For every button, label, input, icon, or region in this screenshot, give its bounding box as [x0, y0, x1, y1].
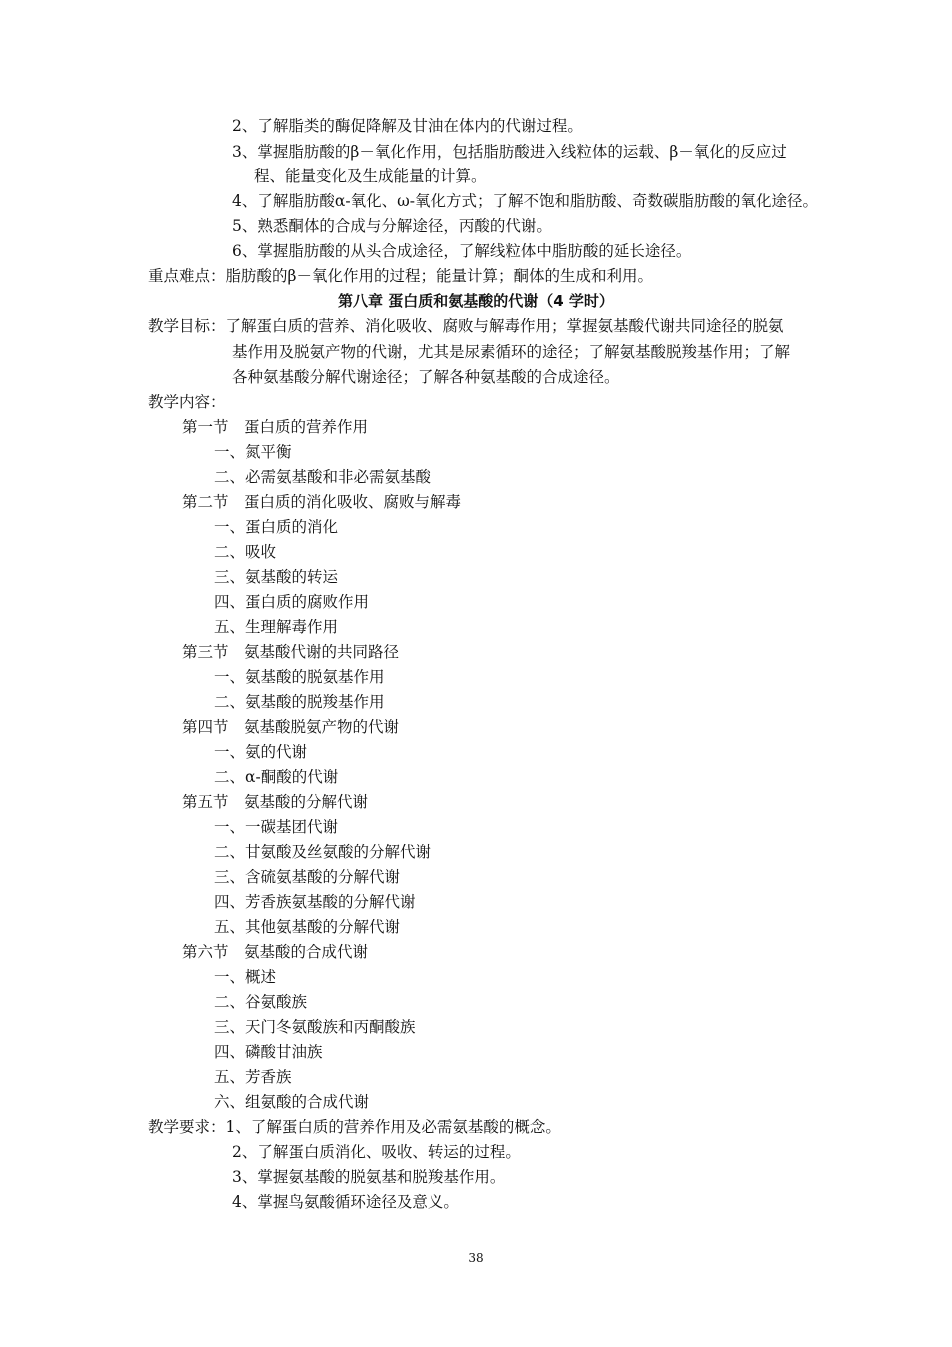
section-heading: 第四节 氨基酸脱氨产物的代谢 [182, 718, 400, 736]
outline-item: 四、磷酸甘油族 [214, 1043, 323, 1061]
section-heading: 第二节 蛋白质的消化吸收、腐败与解毒 [182, 493, 462, 511]
requirements-line: 2、了解蛋白质消化、吸收、转运的过程。 [232, 1143, 521, 1161]
content-label: 教学内容： [148, 393, 226, 411]
section-heading: 第五节 氨基酸的分解代谢 [182, 793, 369, 811]
goal-line: 4、了解脂肪酸α-氧化、ω-氧化方式；了解不饱和脂肪酸、奇数碳脂肪酸的氧化途径。 [232, 192, 818, 210]
outline-item: 五、生理解毒作用 [214, 618, 339, 636]
outline-item: 三、氨基酸的转运 [214, 568, 339, 586]
outline-item: 一、蛋白质的消化 [214, 518, 339, 536]
outline-item: 五、其他氨基酸的分解代谢 [214, 918, 401, 936]
chapter-title: 第八章 蛋白质和氨基酸的代谢（4 学时） [338, 292, 614, 310]
requirements-line: 4、掌握鸟氨酸循环途径及意义。 [232, 1193, 459, 1211]
outline-item: 一、概述 [214, 968, 277, 986]
outline-item: 一、氨的代谢 [214, 743, 308, 761]
outline-item: 二、吸收 [214, 543, 277, 561]
outline-item: 五、芳香族 [214, 1068, 292, 1086]
section-heading: 第一节 蛋白质的营养作用 [182, 418, 369, 436]
outline-item: 一、氨基酸的脱氨基作用 [214, 668, 385, 686]
requirements-line: 教学要求：1、了解蛋白质的营养作用及必需氨基酸的概念。 [148, 1118, 561, 1136]
objectives-line: 基作用及脱氨产物的代谢，尤其是尿素循环的途径；了解氨基酸脱羧基作用；了解 [232, 343, 791, 361]
goal-line: 6、掌握脂肪酸的从头合成途径，了解线粒体中脂肪酸的延长途径。 [232, 242, 692, 260]
outline-item: 二、α-酮酸的代谢 [214, 768, 339, 786]
section-heading: 第三节 氨基酸代谢的共同路径 [182, 643, 400, 661]
outline-item: 三、含硫氨基酸的分解代谢 [214, 868, 401, 886]
goal-line: 3、掌握脂肪酸的β－氧化作用，包括脂肪酸进入线粒体的运载、β－氧化的反应过 [232, 143, 787, 161]
outline-item: 三、天门冬氨酸族和丙酮酸族 [214, 1018, 416, 1036]
goal-line: 5、熟悉酮体的合成与分解途径，丙酸的代谢。 [232, 217, 552, 235]
outline-item: 二、谷氨酸族 [214, 993, 308, 1011]
objectives-line: 教学目标：了解蛋白质的营养、消化吸收、腐败与解毒作用；掌握氨基酸代谢共同途径的脱氨 [148, 317, 784, 335]
page-number: 38 [468, 1251, 484, 1265]
requirements-line: 3、掌握氨基酸的脱氨基和脱羧基作用。 [232, 1168, 506, 1186]
outline-item: 二、氨基酸的脱羧基作用 [214, 693, 385, 711]
outline-item: 二、甘氨酸及丝氨酸的分解代谢 [214, 843, 432, 861]
goal-line: 程、能量变化及生成能量的计算。 [254, 167, 487, 185]
section-heading: 第六节 氨基酸的合成代谢 [182, 943, 369, 961]
outline-item: 一、一碳基团代谢 [214, 818, 339, 836]
objectives-line: 各种氨基酸分解代谢途径；了解各种氨基酸的合成途径。 [232, 368, 620, 386]
outline-item: 四、芳香族氨基酸的分解代谢 [214, 893, 416, 911]
key-points: 重点难点：脂肪酸的β－氧化作用的过程；能量计算；酮体的生成和利用。 [148, 267, 653, 285]
outline-item: 四、蛋白质的腐败作用 [214, 593, 370, 611]
outline-item: 一、氮平衡 [214, 443, 292, 461]
outline-item: 六、组氨酸的合成代谢 [214, 1093, 370, 1111]
goal-line: 2、了解脂类的酶促降解及甘油在体内的代谢过程。 [232, 117, 583, 135]
outline-item: 二、必需氨基酸和非必需氨基酸 [214, 468, 432, 486]
